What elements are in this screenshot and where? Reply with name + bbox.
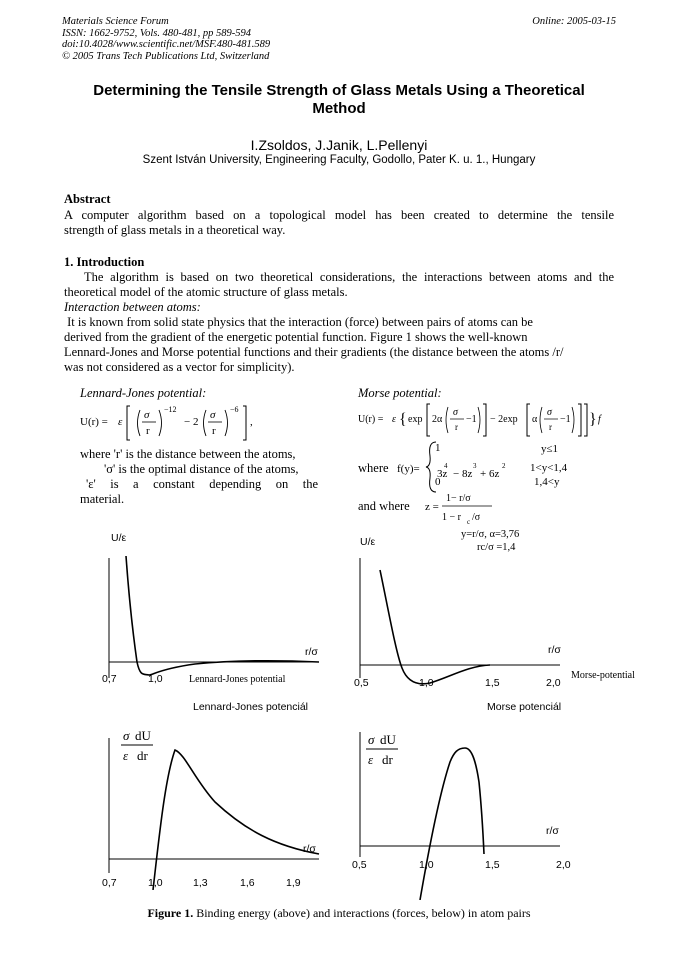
- svg-text:− 2: − 2: [184, 416, 199, 428]
- svg-text:ε: ε: [123, 748, 129, 763]
- svg-text:4: 4: [444, 462, 448, 470]
- intro-para-line-1: It is known from solid state physics that the interaction (force) between pairs of atoms can be: [64, 315, 533, 329]
- svg-text:−12: −12: [164, 405, 177, 414]
- svg-text:r: r: [455, 422, 458, 432]
- morse-energy-tick-3: 2,0: [546, 677, 561, 689]
- morse-z-label: z =: [425, 501, 439, 513]
- morse-force-tick-1: 1,0: [419, 859, 434, 871]
- svg-text:/σ: /σ: [472, 512, 481, 523]
- svg-text:U(r) =: U(r) =: [80, 416, 108, 428]
- svg-text:r: r: [212, 425, 216, 437]
- svg-text:α: α: [532, 414, 538, 425]
- svg-text:ε: ε: [392, 414, 396, 425]
- lj-energy-chart: [95, 528, 340, 693]
- issn-line: ISSN: 1662-9752, Vols. 480-481, pp 589-594: [62, 27, 251, 39]
- svg-text:ε: ε: [368, 752, 374, 767]
- svg-text:σ: σ: [144, 409, 150, 421]
- lj-force-tick-2: 1,3: [193, 877, 208, 889]
- svg-text:exp: exp: [408, 414, 423, 425]
- morse-energy-tick-1: 1,0: [419, 677, 434, 689]
- running-header: [62, 16, 270, 62]
- svg-text:dU: dU: [380, 732, 396, 747]
- svg-text:U(r) =: U(r) =: [358, 414, 384, 425]
- lj-where-3: 'ε' is a constant depending on the: [86, 477, 318, 491]
- svg-text:dr: dr: [382, 752, 393, 767]
- svg-text:− 8z: − 8z: [453, 468, 473, 480]
- svg-text:−1: −1: [560, 414, 571, 425]
- morse-force-xlabel: r/σ: [546, 825, 559, 837]
- lj-force-chart: [95, 718, 340, 890]
- morse-energy-tick-2: 1,5: [485, 677, 500, 689]
- morse-energy-chart: [350, 528, 650, 693]
- abstract-body: [64, 208, 614, 238]
- intro-body: [64, 270, 614, 375]
- morse-force-tick-2: 1,5: [485, 859, 500, 871]
- svg-text:1− r/σ: 1− r/σ: [446, 493, 471, 504]
- intro-para-line-4: was not considered as a vector for simplicity).: [64, 360, 295, 374]
- morse-cond-1: y≤1: [541, 443, 559, 455]
- svg-text:− 2exp: − 2exp: [490, 414, 518, 425]
- svg-text:f: f: [598, 414, 601, 425]
- intro-line-1: The algorithm is based on two theoretical considerations, the interactions between atoms and the: [84, 270, 614, 284]
- lj-energy-caption: Lennard-Jones potenciál: [193, 701, 308, 713]
- svg-text:σ: σ: [547, 407, 552, 418]
- lj-energy-xlabel: r/σ: [305, 646, 318, 658]
- lj-force-tick-1: 1,0: [148, 877, 163, 889]
- svg-text:σ: σ: [368, 732, 375, 747]
- abstract-line-2: strength of glass metals in a theoretical way.: [64, 223, 286, 237]
- svg-text:σ: σ: [210, 409, 216, 421]
- title-line-2: Method: [312, 100, 366, 117]
- svg-text:r: r: [549, 422, 552, 432]
- morse-energy-ylabel: U/ε: [360, 536, 376, 548]
- svg-text:r: r: [146, 425, 150, 437]
- lj-energy-tick-1: 1,0: [148, 673, 163, 685]
- online-date: Online: 2005-03-15: [532, 16, 616, 27]
- morse-force-chart: [350, 722, 590, 900]
- morse-where-label: where: [358, 461, 389, 475]
- svg-text:σ: σ: [453, 407, 458, 418]
- title-line-1: Determining the Tensile Strength of Glass Metals Using a Theoretical: [93, 82, 585, 99]
- intro-para-line-3: Lennard-Jones and Morse potential functions and their gradients (the distance between the atoms /r/: [64, 345, 564, 359]
- svg-text:−6: −6: [230, 405, 239, 414]
- svg-text:{: {: [399, 411, 407, 428]
- lj-energy-ylabel: U/ε: [111, 532, 127, 544]
- paper-title: [60, 82, 618, 118]
- morse-cond-2: 1<y<1,4: [530, 462, 568, 474]
- svg-text:}: }: [589, 411, 597, 428]
- lj-force-tick-0: 0,7: [102, 877, 117, 889]
- svg-text:ε: ε: [118, 416, 123, 428]
- lj-energy-tick-0: 0,7: [102, 673, 117, 685]
- morse-force-ylabel: [366, 732, 398, 767]
- morse-force-tick-3: 2,0: [556, 859, 571, 871]
- doi-line: doi:10.4028/www.scientific.net/MSF.480-481.589: [62, 39, 271, 50]
- morse-params-1: y=r/σ, α=3,76: [461, 529, 520, 540]
- morse-case-1: 1: [435, 442, 441, 454]
- morse-energy-caption: Morse potenciál: [487, 701, 562, 713]
- svg-text:c: c: [467, 518, 471, 526]
- abstract-line-1: A computer algorithm based on a topological model has been created to determine the tensile: [64, 208, 614, 222]
- svg-text:3: 3: [473, 462, 477, 470]
- svg-text:+ 6z: + 6z: [480, 468, 500, 480]
- lj-heading: Lennard-Jones potential:: [80, 386, 207, 400]
- intro-para-line-2: derived from the gradient of the energetic potential function. Figure 1 shows the well-known: [64, 330, 528, 344]
- lj-where-block: [80, 447, 318, 507]
- authors: I.Zsoldos, J.Janik, L.Pellenyi: [250, 137, 428, 153]
- morse-equation: [356, 398, 626, 442]
- svg-text:dr: dr: [137, 748, 148, 763]
- morse-cond-3: 1,4<y: [534, 476, 560, 488]
- lj-force-tick-3: 1,6: [240, 877, 255, 889]
- lj-energy-curve: [126, 556, 319, 675]
- intro-heading: 1. Introduction: [64, 255, 145, 269]
- journal-name: Materials Science Forum: [62, 16, 169, 27]
- lj-energy-inline-label: Lennard-Jones potential: [189, 674, 286, 685]
- interaction-subheading: Interaction between atoms:: [64, 300, 201, 314]
- intro-line-2: theoretical model of the atomic structure of glass metals.: [64, 285, 348, 299]
- lj-where-4: material.: [80, 492, 125, 506]
- morse-heading: Morse potential:: [358, 386, 442, 400]
- abstract-heading: Abstract: [64, 192, 111, 206]
- lj-force-tick-4: 1,9: [286, 877, 301, 889]
- morse-and-where: and where: [358, 499, 410, 513]
- lj-force-ylabel: [121, 728, 153, 763]
- morse-z-fraction: [440, 488, 500, 528]
- svg-text:1 − r: 1 − r: [442, 512, 461, 523]
- morse-energy-curve: [380, 570, 490, 684]
- svg-text:3z: 3z: [437, 468, 448, 480]
- svg-text:dU: dU: [135, 728, 151, 743]
- morse-params-2: rc/σ =1,4: [477, 542, 516, 553]
- morse-energy-inline-label: Morse-potential: [571, 670, 635, 681]
- morse-energy-tick-0: 0,5: [354, 677, 369, 689]
- lj-where-2: 'σ' is the optimal distance of the atoms,: [104, 462, 299, 476]
- lj-force-curve: [153, 750, 319, 890]
- figure-caption-label: Figure 1.: [147, 906, 194, 920]
- morse-energy-xlabel: r/σ: [548, 644, 561, 656]
- lj-where-1: where 'r' is the distance between the atoms,: [80, 447, 296, 461]
- copyright-line: © 2005 Trans Tech Publications Ltd, Switzerland: [62, 50, 270, 62]
- figure-caption: [0, 906, 678, 921]
- svg-text:,: ,: [250, 416, 253, 428]
- morse-case-3: 0: [435, 476, 441, 488]
- svg-text:2: 2: [502, 462, 506, 470]
- svg-text:−1: −1: [466, 414, 477, 425]
- lj-equation: [78, 400, 278, 446]
- affiliation: Szent István University, Engineering Faculty, Godollo, Pater K. u. 1., Hungary: [142, 154, 536, 166]
- figure-caption-text: Binding energy (above) and interactions (forces, below) in atom pairs: [193, 906, 531, 920]
- morse-force-tick-0: 0,5: [352, 859, 367, 871]
- svg-text:σ: σ: [123, 728, 130, 743]
- lj-force-xlabel: r/σ: [303, 843, 316, 855]
- morse-fy: f(y)=: [397, 463, 420, 475]
- morse-force-curve: [420, 748, 484, 900]
- svg-text:2α: 2α: [432, 414, 443, 425]
